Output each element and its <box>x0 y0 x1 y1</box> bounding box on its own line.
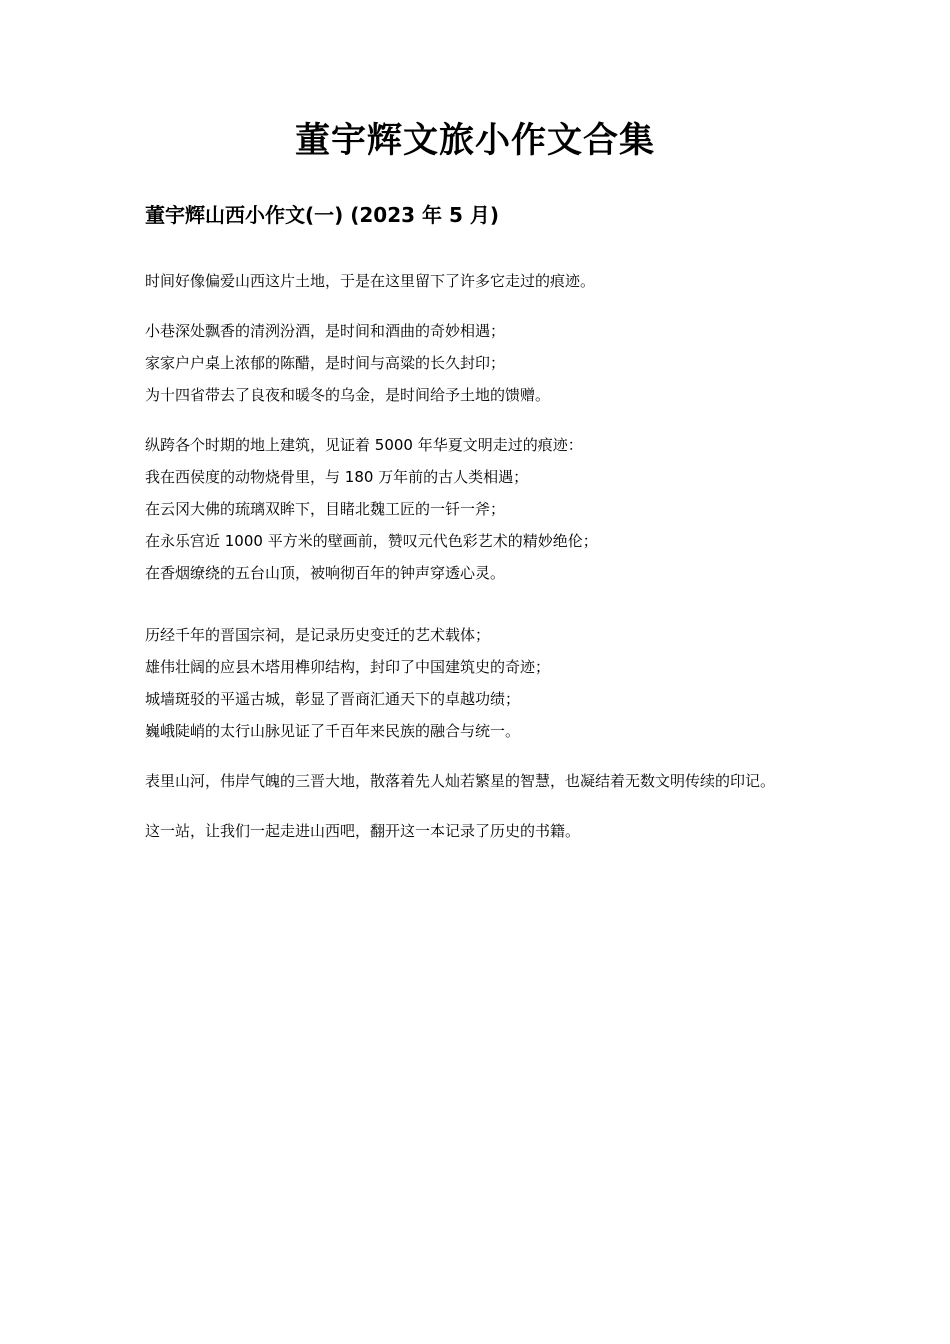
text-line: 我在西侯度的动物烧骨里，与 180 万年前的古人类相遇； <box>145 468 529 486</box>
text-line: 小巷深处飘香的清洌汾酒，是时间和酒曲的奇妙相遇； <box>145 322 506 340</box>
article-body <box>145 265 810 865</box>
paragraph <box>145 619 810 747</box>
paragraph <box>145 265 810 297</box>
text-line: 城墙斑驳的平遥古城，彰显了晋商汇通天下的卓越功绩； <box>145 690 521 708</box>
text-line: 这一站，让我们一起走进山西吧，翻开这一本记录了历史的书籍。 <box>145 822 581 840</box>
section-title: 董宇辉山西小作文(一) (2023 年 5 月) <box>145 203 499 227</box>
paragraph <box>145 815 810 847</box>
document-title: 董宇辉文旅小作文合集 <box>294 121 655 161</box>
text-line: 在香烟缭绕的五台山顶，被响彻百年的钟声穿透心灵。 <box>145 564 506 582</box>
paragraph <box>145 315 810 411</box>
text-line: 历经千年的晋国宗祠，是记录历史变迁的艺术载体； <box>145 626 491 644</box>
text-line: 家家户户桌上浓郁的陈醋，是时间与高粱的长久封印； <box>145 354 506 372</box>
text-line: 巍峨陡峭的太行山脉见证了千百年来民族的融合与统一。 <box>145 722 521 740</box>
paragraph <box>145 429 810 589</box>
text-line: 在永乐宫近 1000 平方米的壁画前，赞叹元代色彩艺术的精妙绝伦； <box>145 532 598 550</box>
text-line: 表里山河，伟岸气魄的三晋大地，散落着先人灿若繁星的智慧，也凝结着无数文明传续的印记。 <box>145 772 776 790</box>
text-line: 为十四省带去了良夜和暖冬的乌金，是时间给予土地的馈赠。 <box>145 386 551 404</box>
text-line: 雄伟壮阔的应县木塔用榫卯结构，封印了中国建筑史的奇迹； <box>145 658 551 676</box>
text-line: 纵跨各个时期的地上建筑，见证着 5000 年华夏文明走过的痕迹： <box>145 436 583 454</box>
text-line: 在云冈大佛的琉璃双眸下，目睹北魏工匠的一钎一斧； <box>145 500 506 518</box>
paragraph <box>145 765 810 797</box>
text-line: 时间好像偏爱山西这片土地，于是在这里留下了许多它走过的痕迹。 <box>145 272 596 290</box>
